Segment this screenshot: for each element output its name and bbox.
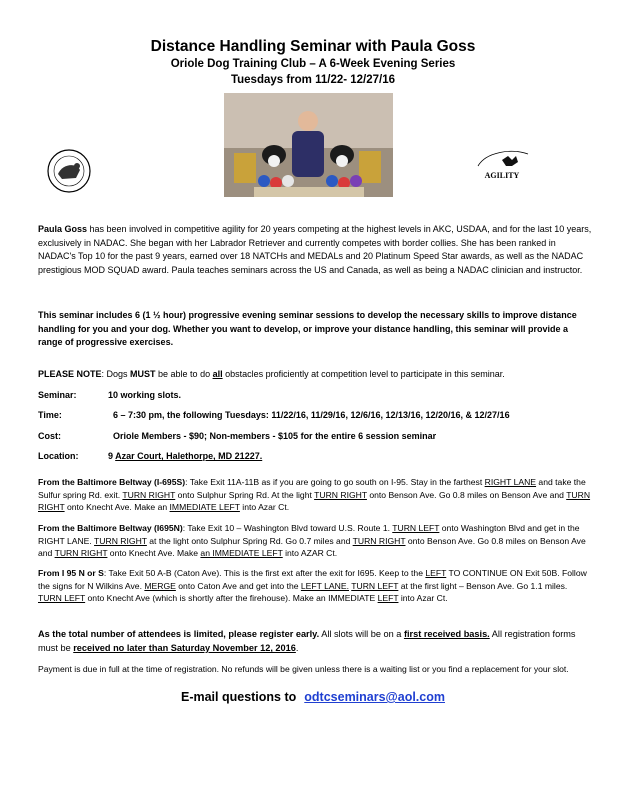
time-value: 6 – 7:30 pm, the following Tuesdays: 11/22/16, 11/29/16, 12/6/16, 12/13/16, 12/20/16, & 12/27/16 <box>113 410 510 420</box>
d3-c: TO CONTINUE ON Exit 50B. Follow the signs for N Wilkins Ave. <box>38 568 587 591</box>
time-label: Time: <box>38 410 62 420</box>
page-title: Distance Handling Seminar with Paula Goss <box>150 38 476 55</box>
d1-i: onto Knecht Ave. Make an <box>64 502 170 512</box>
instructor-name: Paula Goss <box>38 224 88 234</box>
payment-notice: Payment is due in full at the time of registration. No refunds will be given unless there is a waiting list or you find a replacement for your slot. <box>38 664 569 674</box>
d3-f: LEFT LANE. <box>300 580 349 591</box>
reg-bold: As the total number of attendees is limited, please register early. <box>38 629 320 639</box>
location-label: Location: <box>38 451 79 461</box>
cost-label: Cost: <box>38 431 61 441</box>
reg-t3: . <box>295 643 299 653</box>
email-label: E-mail questions to <box>180 690 297 704</box>
note-text-2: be able to do <box>155 369 213 379</box>
reg-t1: All slots will be on a <box>319 629 404 639</box>
d2-k: into AZAR Ct. <box>282 548 338 558</box>
location-value <box>108 451 262 461</box>
note-must: MUST <box>130 369 156 379</box>
bio-paragraph <box>38 223 593 277</box>
bio-text: has been involved in competitive agility for 20 years competing at the highest levels in AKC, USDAA, and for the last 10 years, exclusively in NADAC. She began with her Labrador Retriever and currently competes with border collies. She has been ranked in NADAC's Top 10 for the past 9 years, earned over 18 NATCHs and MEDALs and 20 Platinum Speed Star awards, as well as the NADAC prestigious MOD SQUAD award. Paula teaches seminars across the US and Canada, as well as being a NADAC clinician and instructor. <box>38 224 592 275</box>
oriole-club-logo <box>46 148 92 194</box>
d2-c: onto Washington Blvd and get in the RIGHT LANE. <box>38 523 580 546</box>
d1-c: and take the Sulfur spring Rd. exit. <box>38 477 586 500</box>
d1-head: From the Baltimore Beltway (I-695S) <box>38 477 186 487</box>
seminar-label: Seminar: <box>38 390 77 400</box>
location-street: Azar Court, Halethorpe, MD 21227. <box>115 451 263 461</box>
d2-head: From the Baltimore Beltway (I695N) <box>38 523 183 533</box>
subtitle: Oriole Dog Training Club – A 6-Week Evening Series <box>170 58 456 70</box>
note-text-1: : Dogs <box>101 369 131 379</box>
note-text-3: obstacles proficiently at competition level to participate in this seminar. <box>222 369 505 379</box>
cost-value: Oriole Members - $90; Non-members - $105 for the entire 6 session seminar <box>113 431 437 441</box>
seminar-description: This seminar includes 6 (1 ½ hour) progressive evening seminar sessions to develop the necessary skills to improve distance handling for you and your dog. Whether you want to develop, or improve your distance handling, this seminar will provide a range of progressive exercises. <box>38 310 577 347</box>
d1-j: IMMEDIATE LEFT <box>169 502 240 512</box>
d2-e: at the light onto Sulphur Spring Rd. Go 0.7 miles and <box>146 535 353 546</box>
d2-i: onto Knecht Ave. Make <box>107 548 201 558</box>
d3-h: TURN LEFT <box>351 580 399 591</box>
d1-f: TURN RIGHT <box>314 489 367 500</box>
directions-i695n <box>38 522 593 560</box>
dates-line: Tuesdays from 11/22- 12/27/16 <box>230 74 396 86</box>
directions-i95 <box>38 567 593 605</box>
d3-k: onto Knecht Ave (which is shortly after the firehouse). Make an IMMEDIATE <box>85 593 378 603</box>
d2-f: TURN RIGHT <box>352 535 406 546</box>
note-all: all <box>212 369 223 379</box>
d1-g: onto Benson Ave. Go 0.8 miles on Benson Ave and <box>366 489 567 500</box>
location-number: 9 <box>108 451 116 461</box>
d3-a: : Take Exit 50 A-B (Caton Ave). This is the first ext after the exit for I695. Keep to the <box>103 568 426 578</box>
d3-m: into Azar Ct. <box>398 593 448 603</box>
d2-a: : Take Exit 10 – Washington Blvd toward U.S. Route 1. <box>182 523 393 533</box>
registration-notice <box>38 627 593 655</box>
d2-h: TURN RIGHT <box>54 548 108 558</box>
d1-h: TURN RIGHT <box>38 489 591 512</box>
directions-i695s <box>38 476 593 514</box>
d3-i: at the first light – Benson Ave. Go 1.1 miles. <box>398 580 568 591</box>
d3-e: onto Caton Ave and get into the <box>175 580 301 591</box>
d1-a: : Take Exit 11A-11B as if you are going to go south on I-95. Stay in the farthest <box>185 477 485 487</box>
d2-b: TURN LEFT <box>392 523 440 533</box>
d1-k: into Azar Ct. <box>239 502 290 512</box>
d3-head: From I 95 N or S <box>38 568 104 578</box>
d2-g: onto Benson Ave. Go 0.8 miles on Benson Ave and <box>38 535 586 558</box>
reg-u2: received no later than Saturday November 12, 2016 <box>73 643 296 653</box>
d1-d: TURN RIGHT <box>122 489 176 500</box>
d3-d: MERGE <box>144 580 176 591</box>
d1-b: RIGHT LANE <box>484 477 537 487</box>
d2-d: TURN RIGHT <box>94 535 147 546</box>
please-note <box>38 368 593 382</box>
d3-j: TURN LEFT <box>38 593 86 603</box>
d3-l: LEFT <box>377 593 399 603</box>
d2-j: an IMMEDIATE LEFT <box>200 548 283 558</box>
d1-e: onto Sulphur Spring Rd. At the light <box>175 489 315 500</box>
email-link[interactable]: odtcseminars@aol.com <box>304 690 445 704</box>
agility-logo <box>472 144 534 182</box>
email-line <box>0 690 626 704</box>
handler-with-dogs-photo <box>224 93 393 197</box>
agility-word: AGILITY <box>484 171 520 180</box>
seminar-value: 10 working slots. <box>108 390 182 400</box>
reg-t2: All registration forms must be <box>38 629 576 653</box>
note-label: PLEASE NOTE <box>38 369 102 379</box>
reg-u1: first received basis. <box>403 629 490 639</box>
d3-b: LEFT <box>425 568 447 578</box>
